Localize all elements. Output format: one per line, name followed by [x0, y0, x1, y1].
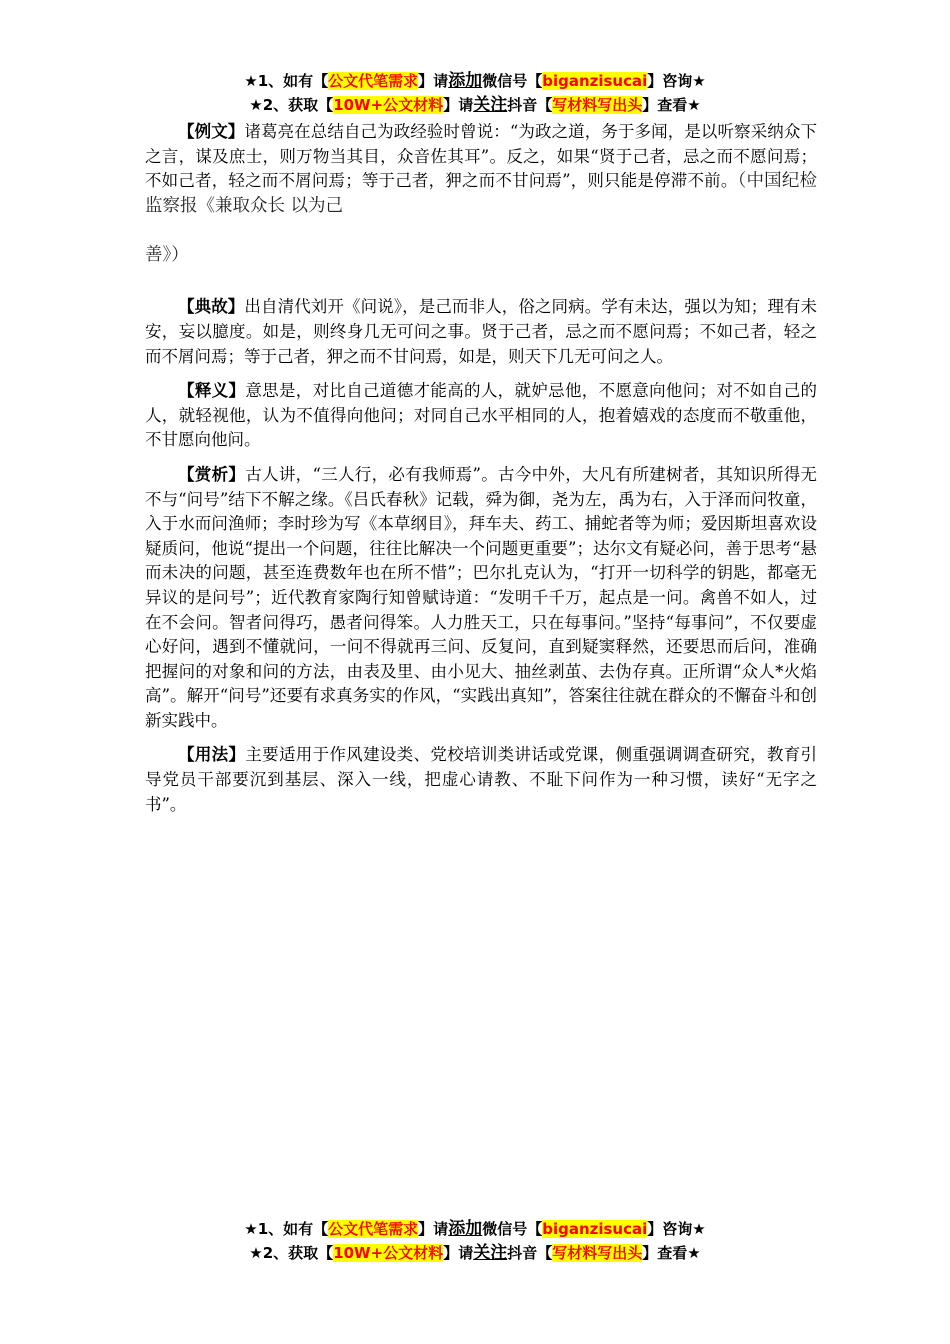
highlight-service: 公文代笔需求: [328, 1220, 419, 1238]
banner-text: ★1、如有【: [244, 72, 329, 90]
appreciation-paragraph: [145, 463, 817, 734]
section-label: 【释义】: [178, 381, 246, 401]
allusion-paragraph: [145, 295, 817, 369]
banner-emphasis: 添加: [448, 71, 483, 91]
document-body: [145, 120, 817, 817]
banner-line-1: [0, 69, 950, 93]
section-label: 【例文】: [178, 122, 245, 141]
banner-text: 抖音【: [507, 96, 553, 114]
header-banner: [0, 69, 950, 117]
highlight-wechat-id: biganzisucai: [542, 72, 648, 90]
banner-line-2: [0, 93, 950, 117]
section-label: 【赏析】: [178, 464, 246, 484]
meaning-paragraph: [145, 379, 817, 453]
highlight-douyin-account: 写材料写出头: [552, 1244, 643, 1262]
banner-emphasis: 关注: [473, 1243, 508, 1263]
banner-text: ★2、获取【: [249, 1244, 334, 1262]
paragraph-text: 古人讲，“三人行，必有我师焉”。古今中外，大凡有所建树者，其知识所得无不与“问号”结下不解之缘。《吕氏春秋》记载，舜为御，尧为左，禹为右，入于泽而问牧童，入于水而问渔师；李时珍为写《本草纲目》，拜车夫、药工、捕蛇者等为师；爱因斯坦喜欢设疑质问，他说“提出一个问题，往往比解决一个问题更重要”；达尔文有疑必问，善于思考“悬而未决的问题，甚至连费数年也在所不惜”；巴尔扎克认为，“打开一切科学的钥匙，都毫无异议的是问号”；近代教育家陶行知曾赋诗道：“发明千千万，起点是一问。禽兽不如人，过在不会问。智者问得巧，愚者问得笨。人力胜天工，只在每事问。”坚持“每事问”，不仅要虚心好问，遇到不懂就问，一问不得就再三问、反复问，直到疑窦释然，还要思而后问，准确把握问的对象和问的方法，由表及里、由小见大、抽丝剥茧、去伪存真。正所谓“众人*火焰高”。解开“问号”还要有求真务实的作风，“实践出真知”，答案往往就在群众的不懈奋斗和创新实践中。: [145, 464, 818, 730]
highlight-douyin-account: 写材料写出头: [552, 96, 643, 114]
footer-banner: [0, 1217, 950, 1265]
banner-emphasis: 关注: [473, 95, 508, 115]
banner-line-1: [0, 1217, 950, 1241]
banner-text: ★2、获取【: [249, 96, 334, 114]
banner-text: 】请: [443, 96, 474, 114]
section-label: 【典故】: [178, 297, 245, 317]
section-label: 【用法】: [178, 745, 246, 765]
banner-text: 】查看★: [642, 1244, 701, 1262]
highlight-materials: 10W+公文材料: [333, 1244, 444, 1262]
banner-text: 】咨询★: [647, 1220, 706, 1238]
example-paragraph: [145, 120, 817, 218]
banner-emphasis: 添加: [448, 1219, 483, 1239]
source-citation-end: 善》）: [145, 245, 189, 266]
source-citation: （中国纪检监察报《兼取众长 以为己: [145, 171, 818, 216]
banner-text: 】请: [443, 1244, 474, 1262]
paragraph-text: 意思是，对比自己道德才能高的人，就妒忌他，不愿意向他问；对不如自己的人，就轻视他，认为不值得向他问；对同自己水平相同的人，抱着嬉戏的态度而不敬重他，不甘愿向他问。: [145, 381, 818, 450]
banner-text: 微信号【: [482, 72, 543, 90]
banner-text: 】请: [418, 1220, 449, 1238]
banner-text: 】咨询★: [647, 72, 706, 90]
usage-paragraph: [145, 743, 817, 817]
banner-text: 】查看★: [642, 96, 701, 114]
banner-line-2: [0, 1241, 950, 1265]
banner-text: 抖音【: [507, 1244, 553, 1262]
banner-text: 微信号【: [482, 1220, 543, 1238]
highlight-wechat-id: biganzisucai: [542, 1220, 648, 1238]
paragraph-text: 诸葛亮在总结自己为政经验时曾说：“为政之道，务于多闻，是以听察采纳众下之言，谋及庶士，则万物当其目，众音佐其耳”。反之，如果“贤于己者，忌之而不愿问焉；不如己者，轻之而不屑问焉；等于己者，狎之而不甘问焉”，则只能是停滞不前。: [145, 122, 817, 191]
highlight-materials: 10W+公文材料: [333, 96, 444, 114]
banner-text: ★1、如有【: [244, 1220, 329, 1238]
highlight-service: 公文代笔需求: [328, 72, 419, 90]
banner-text: 】请: [418, 72, 449, 90]
paragraph-text: 主要适用于作风建设类、党校培训类讲话或党课，侧重强调调查研究，教育引导党员干部要沉到基层、深入一线，把虚心请教、不耻下问作为一种习惯，读好“无字之书”。: [145, 745, 818, 814]
paragraph-text: 出自清代刘开《问说》，是己而非人，俗之同病。学有未达，强以为知；理有未安，妄以臆度。如是，则终身几无可问之事。贤于己者，忌之而不愿问焉；不如己者，轻之而不屑问焉；等于己者，狎之而不甘问焉，如是，则天下几无可问之人。: [145, 297, 818, 366]
